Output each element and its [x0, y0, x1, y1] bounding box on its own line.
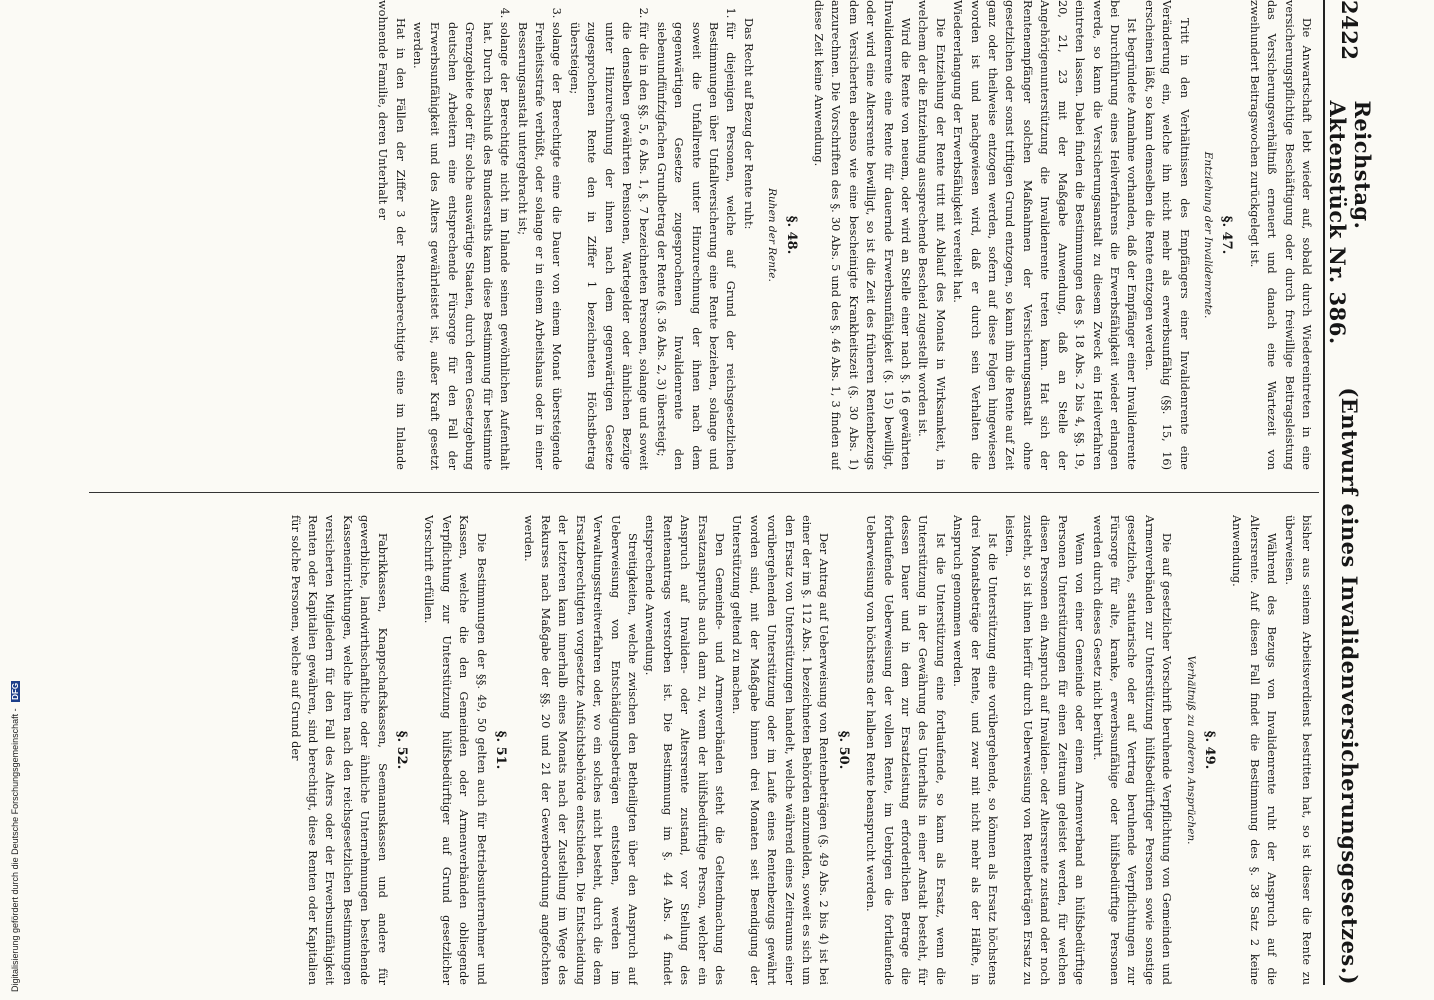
rotated-sheet	[75, 0, 1375, 985]
page-number: 2422	[1337, 0, 1363, 61]
section-47-heading: §. 47.	[1219, 215, 1235, 255]
section-50-paragraph: Den Gemeinde- und Armenverbänden steht die Geltendmachung des Ersatzanspruchs auch dann zu, wenn der hülfsbedürftige Person, welcher ein Anspruch auf Invaliden- oder Altersrente zustand, vor Stellung des Rentenantrags verstorben ist. Die Bestimmung im §. 44 Abs. 4 findet entsprechende Anwendung.	[643, 515, 726, 985]
section-47-paragraph: Tritt in den Verhältnissen des Empfängers einer Invalidenrente eine Veränderung ein, welche ihn nicht mehr als erwerbsunfähig (§§. 15, 16) erscheinen läßt, so kann demselben die Rente entzogen werden.	[1142, 0, 1191, 470]
right-intro-paragraph: Während des Bezugs von Invalidenrente ruht der Anspruch auf die Altersrente. Auf diesen Fall findet die Bestimmung des §. 38 Satz 2 keine Anwendung.	[1230, 515, 1279, 985]
section-49-heading: §. 49.	[1201, 730, 1217, 770]
section-51-paragraph: Die Bestimmungen der §§. 49, 50 gelten auch für Betriebsunternehmer und Kassen, welche die den Gemeinden oder Armenverbänden obliegende Verpflichtung zur Unterstützung hülfsbedürftiger auf Grund gesetzlicher Vorschrift erfüllen.	[422, 515, 488, 985]
header-bill: (Entwurf eines Invalidenversicherungsgesetzes.)	[1337, 387, 1363, 985]
section-48-subheading: Ruhen der Rente.	[766, 188, 779, 282]
section-49-paragraph: Die auf gesetzlicher Vorschrift beruhende Verpflichtung von Gemeinden und Armenverbänden zur Unterstützung hülfsbedürftiger Personen sowie sonstige gesetzliche, statutarische oder auf Vertrag beruhende Verpflichtungen zur Fürsorge für alte, kranke, erwerbsunfähige oder hülfsbedürftige Personen werden durch dieses Gesetz nicht berührt.	[1090, 515, 1174, 985]
section-49-paragraph: Wenn von einer Gemeinde oder einem Armenverband an hülfsbedürftige Personen Unterstützungen für einen Zeitraum geleistet werden, für welchen diesen Personen ein Anspruch auf Invaliden- oder Altersrente zustand oder noch zusteht, so ist ihnen hierfür durch Ueberweisung von Rentenbeträgen Ersatz zu leisten.	[1003, 515, 1087, 985]
credit-text: Digitalisierung gefördert durch die Deutsche Forschungsgemeinschaft -	[10, 708, 20, 992]
section-47-paragraph: Die Entziehung der Rente tritt mit Ablauf des Monats in Wirksamkeit, in welchem der die Entziehung aussprechende Bescheid zugestellt worden ist.	[916, 0, 947, 470]
section-49-paragraph: Ist die Unterstützung eine vorübergehende, so können als Ersatz höchstens drei Monatsbeträge der Rente, und zwar mit nicht mehr als der Hälfte, in Anspruch genommen werden.	[951, 515, 1000, 985]
section-49-subheading: Verhältniß zu anderen Ansprüchen.	[1184, 655, 1197, 845]
list-item: 3. solange der Berechtigte eine die Dauer von einem Monat übersteigende Freiheitsstrafe verbüßt, oder solange er in einem Arbeitshaus oder in einer Besserungsanstalt untergebracht ist;	[513, 22, 565, 470]
list-item: 2. für die in den §§. 5, 6 Abs. 1, §. 7 bezeichneten Personen, solange und soweit die denselben gewährten Pensionen, Wartegelder oder ähnlichen Bezüge unter Hinzurechnung der ihnen nach dem gegenwärtigen Gesetze zugesprochenen Rente den in Ziffer 1 bezeichneten Höchstbetrag übersteigen;	[565, 22, 652, 470]
section-48-heading: §. 48.	[783, 215, 799, 255]
section-52-paragraph: Fabrikkassen, Knappschaftskassen, Seemannskassen und andere für gewerbliche, landwirthschaftliche oder ähnliche Unternehmungen bestehende Kasseneinrichtungen, welche ihren nach den reichsgesetzlichen Bestimmungen versicherten Mitgliedern für den Fall des Alters oder der Erwerbsunfähigkeit Renten oder Kapitalien gewähren, sind berechtigt, diese Renten oder Kapitalien für solche Personen, welche auf Grund der	[288, 515, 389, 985]
right-column	[85, 515, 1315, 985]
section-48-lead: Das Recht auf Bezug der Rente ruht:	[741, 18, 755, 230]
list-item: 4. solange der Berechtigte nicht im Inlande seinen gewöhnlichen Aufenthalt hat. Durch Beschluß des Bundesraths kann diese Bestimmung für bestimmte Grenzgebiete oder für solche auswärtige Staaten, durch deren Gesetzgebung deutschen Arbeitern eine entsprechende Fürsorge für den Fall der Erwerbsunfähigkeit und des Alters gewährleistet ist, außer Kraft gesetzt werden.	[409, 22, 513, 470]
section-50-paragraph: Streitigkeiten, welche zwischen den Betheiligten über den Anspruch auf Ueberweisung von Entschädigungsbeträgen entstehen, werden im Verwaltungsstreitverfahren oder, wo ein solches nicht besteht, durch die dem Ersatzberechtigten vorgesetzte Aufsichtsbehörde entschieden. Die Entscheidung der letzteren kann innerhalb eines Monats nach der Zustellung im Wege des Rekurses nach Maßgabe der §§. 20 und 21 der Gewerbeordnung angefochten werden.	[521, 515, 639, 985]
right-intro: bisher aus seinem Arbeitsverdienst bestritten hat, so ist dieser die Rente zu überweisen.	[1282, 515, 1313, 985]
header-title-group	[1325, 60, 1375, 387]
section-48-list	[409, 0, 740, 470]
left-intro: Die Anwartschaft lebt wieder auf, sobald durch Wiedereintreten in eine versicherungspflichtige Beschäftigung oder durch freiwillige Beitragsleistung das Versicherungsverhältniß erneuert und danach eine Wartezeit von zweihundert Beitragswochen zurückgelegt ist.	[1247, 0, 1313, 470]
column-divider	[89, 492, 1319, 493]
section-49-paragraph: Ist die Unterstützung eine fortlaufende, so kann als Ersatz, wenn die Unterstützung in der Gewährung des Unterhalts in einer Anstalt besteht, für dessen Dauer und in dem zur Ersatzleistung erforderlichen Betrage die fortlaufende Ueberweisung der vollen Rente, im Uebrigen die fortlaufende Ueberweisung von höchstens der halben Rente beansprucht werden.	[864, 515, 947, 985]
section-47-paragraph: Wird die Rente von neuem, oder wird an Stelle einer nach §. 16 gewährten Invalidenrente eine Rente für dauernde Erwerbsunfähigkeit (§. 15) bewilligt, oder wird eine Altersrente bewilligt, so ist die Zeit des früheren Rentenbezugs dem Versicherten ebenso wie eine bescheinigte Krankheitszeit (§. 30 Abs. 1) anzurechnen. Die Vorschriften des §. 30 Abs. 5 und des §. 46 Abs. 1, 3 finden auf diese Zeit keine Anwendung.	[812, 0, 913, 470]
page-header	[1323, 0, 1375, 985]
section-52-heading: §. 52.	[394, 730, 410, 770]
section-47-subheading: Entziehung der Invalidenrente.	[1201, 151, 1214, 319]
list-item: 1. für diejenigen Personen, welche auf Grund der reichsgesetzlichen Bestimmungen über Unfallversicherung eine Rente beziehen, solange und soweit die Unfallrente unter Hinzurechnung der ihnen nach dem gegenwärtigen Gesetze zugesprochenen Invalidenrente den siebenundfünfzigfachen Grundbetrag der Rente (§. 36 Abs. 2, 3) übersteigt;	[652, 22, 739, 470]
header-title: Reichstag.	[1350, 100, 1375, 230]
section-48-tail: Hat in den Fällen der Ziffer 3 der Rentenberechtigte eine im Inlande wohnende Familie, deren Unterhalt er	[376, 0, 407, 470]
left-column	[85, 0, 1315, 470]
section-51-heading: §. 51.	[493, 730, 509, 770]
section-50-heading: §. 50.	[835, 730, 851, 770]
digitization-credit	[6, 2, 20, 992]
section-47-paragraph: Ist begründete Annahme vorhanden, daß der Empfänger einer Invalidenrente bei Durchführung eines Heilverfahrens die Erwerbsfähigkeit wieder erlangen werde, so kann die Versicherungsanstalt zu diesem Zweck ein Heilverfahren eintreten lassen. Dabei finden die Bestimmungen des §. 18 Abs. 2 bis 4, §§. 19, 20, 21, 23 mit der Maßgabe Anwendung, daß an Stelle der Angehörigenunterstützung die Invalidenrente treten kann. Hat sich der Rentenempfänger solchen Maßnahmen der Versicherungsanstalt ohne gesetzlichen oder sonst triftigen Grund entzogen, so kann ihm die Rente auf Zeit ganz oder theilweise entzogen werden, sofern auf diese Folgen hingewiesen worden ist und nachgewiesen wird, daß er durch sein Verhalten die Wiedererlangung der Erwerbsfähigkeit vereitelt hat.	[951, 0, 1139, 470]
dfg-logo: DFG	[11, 682, 20, 700]
section-50-paragraph: Der Antrag auf Ueberweisung von Rentenbeträgen (§. 49 Abs. 2 bis 4) ist bei einer der im §. 112 Abs. 1 bezeichneten Behörden anzumelden, soweit es sich um den Ersatz von Unterstützungen handelt, welche während eines Zeitraums einer vorübergehenden Unterstützung oder im Laufe eines Rentenbezugs gewährt worden sind, mit der Maßgabe binnen drei Monaten seit Beendigung der Unterstützung geltend zu machen.	[730, 515, 831, 985]
header-subtitle: Aktenstück Nr. 386.	[1325, 100, 1350, 345]
